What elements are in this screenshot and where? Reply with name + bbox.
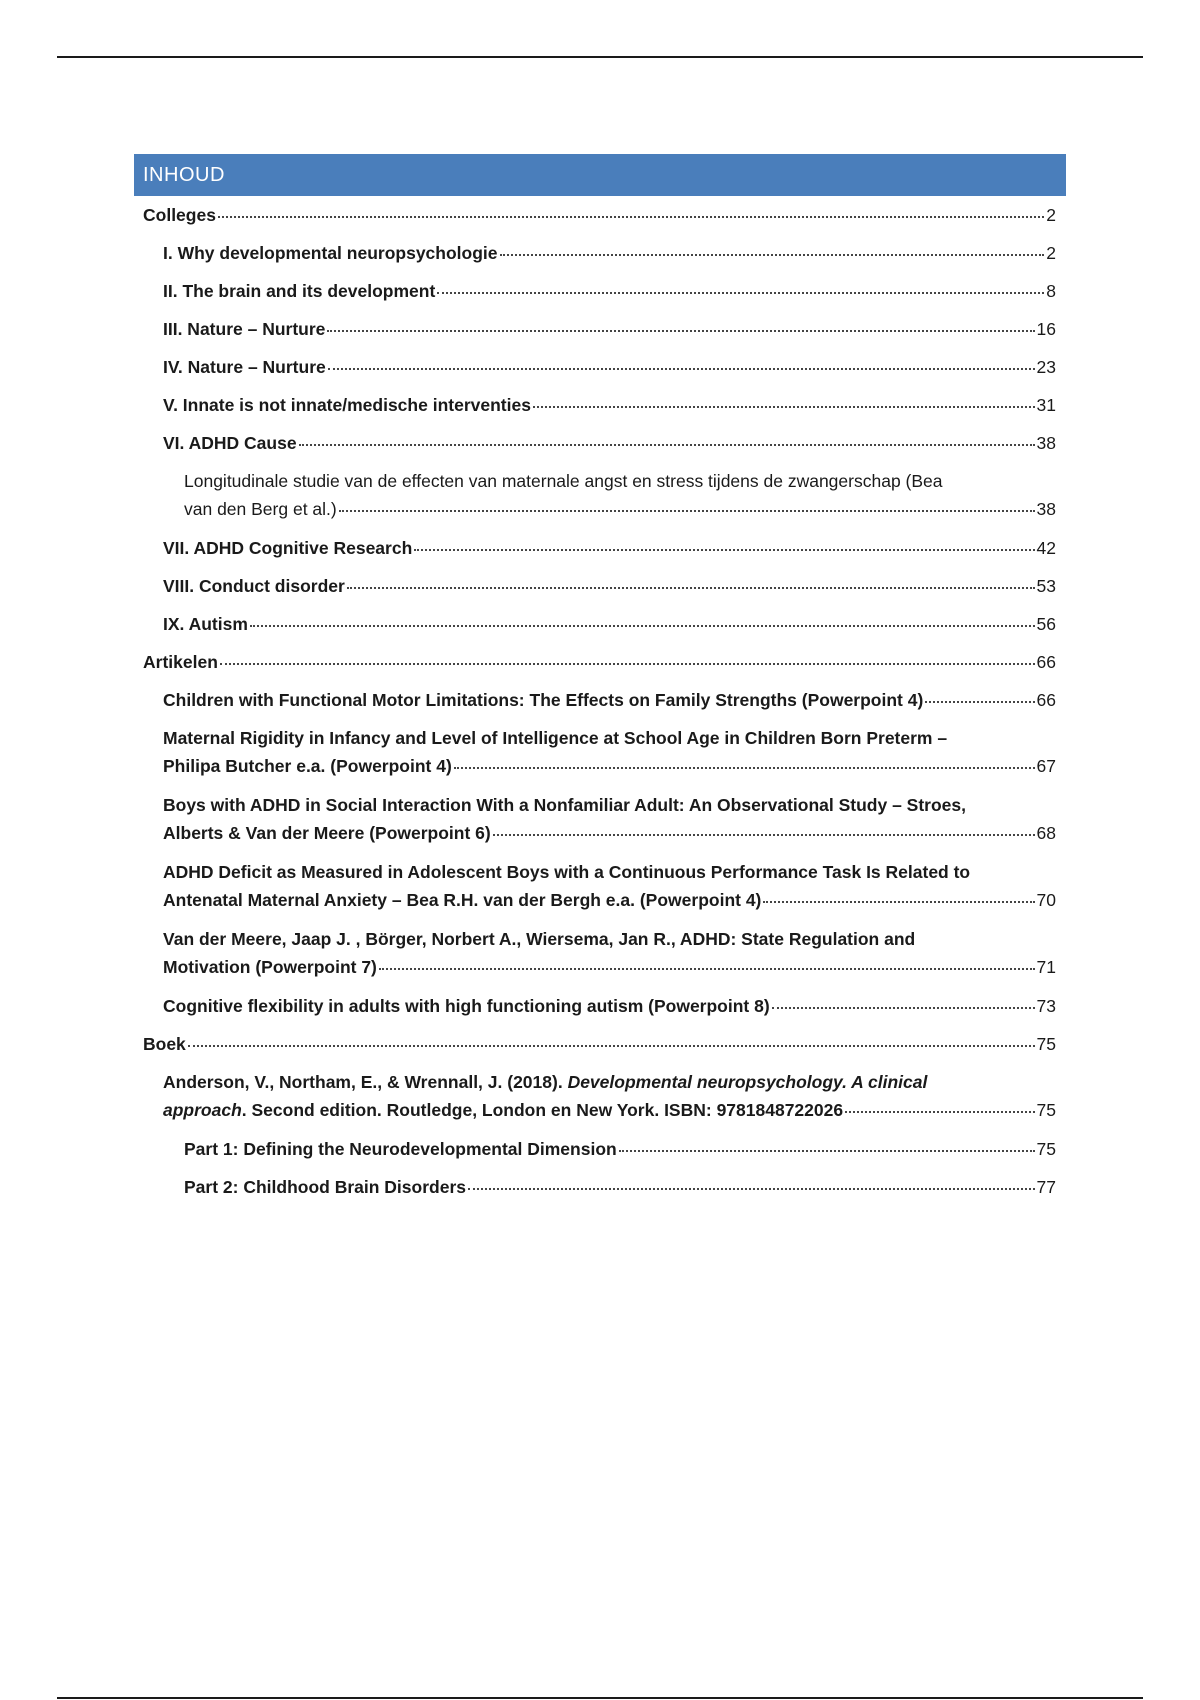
toc-entries — [134, 196, 1066, 1206]
dot-leader — [414, 548, 1034, 551]
dot-leader — [218, 215, 1044, 218]
toc-page-number: 75 — [1036, 1034, 1056, 1054]
toc-entry-line — [163, 886, 1056, 914]
toc-entry-line — [184, 1130, 1056, 1163]
toc-entry[interactable] — [134, 386, 1066, 424]
toc-entry-text: Colleges — [143, 205, 216, 225]
toc-page-number: 71 — [1036, 957, 1056, 977]
toc-entry-text: Longitudinale studie van de effecten van maternale angst en stress tijdens de zwangerschap (Bea — [184, 471, 943, 491]
toc-page-number: 38 — [1036, 433, 1056, 453]
toc-entry[interactable] — [134, 1025, 1066, 1063]
toc-entry-line — [163, 752, 1056, 780]
toc-entry-text: ADHD Deficit as Measured in Adolescent Boys with a Continuous Performance Task Is Related to — [163, 862, 971, 882]
toc-entry[interactable] — [134, 462, 1066, 529]
toc-page-number: 77 — [1036, 1177, 1056, 1197]
toc-entry[interactable] — [134, 719, 1066, 786]
toc-page-number: 2 — [1046, 243, 1056, 263]
toc-entry-line — [163, 234, 1056, 267]
toc-entry-text — [163, 1096, 843, 1124]
toc-entry[interactable] — [134, 605, 1066, 643]
toc-entry[interactable] — [134, 1063, 1066, 1130]
dot-leader — [454, 766, 1035, 769]
toc-entry[interactable] — [134, 643, 1066, 681]
toc-entry-text: Antenatal Maternal Anxiety – Bea R.H. van der Bergh e.a. (Powerpoint 4) — [163, 890, 762, 910]
toc-entry-text: IX. Autism — [163, 614, 248, 634]
toc-entry[interactable] — [134, 1130, 1066, 1168]
toc-entry-line — [163, 272, 1056, 305]
toc-entry-text: V. Innate is not innate/medische interventies — [163, 395, 531, 415]
table-of-contents — [134, 154, 1066, 1206]
toc-heading — [134, 154, 1066, 196]
toc-entry-text: Cognitive flexibility in adults with high functioning autism (Powerpoint 8) — [163, 996, 770, 1016]
toc-page-number: 70 — [1036, 890, 1056, 910]
toc-entry-text: Alberts & Van der Meere (Powerpoint 6) — [163, 823, 491, 843]
dot-leader — [327, 329, 1034, 332]
toc-entry-line — [163, 424, 1056, 457]
toc-entry-italic-title: Developmental neuropsychology. A clinical — [567, 1072, 928, 1092]
toc-entry-italic-title: approach — [163, 1100, 242, 1120]
toc-entry-line — [143, 643, 1056, 676]
toc-page-number: 68 — [1036, 823, 1056, 843]
toc-entry-text: Children with Functional Motor Limitations: The Effects on Family Strengths (Powerpoint 4) — [163, 690, 924, 710]
toc-entry[interactable] — [134, 681, 1066, 719]
dot-leader — [220, 662, 1035, 665]
toc-entry[interactable] — [134, 424, 1066, 462]
toc-page-number: 8 — [1046, 281, 1056, 301]
toc-entry-line — [163, 348, 1056, 381]
dot-leader — [339, 509, 1035, 512]
toc-entry[interactable] — [134, 272, 1066, 310]
toc-entry-text: VII. ADHD Cognitive Research — [163, 538, 413, 558]
toc-entry-text: I. Why developmental neuropsychologie — [163, 243, 498, 263]
toc-entry-text: Boek — [143, 1034, 186, 1054]
toc-entry[interactable] — [134, 920, 1066, 987]
dot-leader — [188, 1044, 1035, 1047]
toc-entry-text: Van der Meere, Jaap J. , Börger, Norbert A., Wiersema, Jan R., ADHD: State Regulation and — [163, 929, 916, 949]
toc-page-number: 38 — [1036, 499, 1056, 519]
toc-entry-text: VIII. Conduct disorder — [163, 576, 345, 596]
toc-entry[interactable] — [134, 348, 1066, 386]
toc-page-number: 2 — [1046, 205, 1056, 225]
toc-entry-line — [163, 987, 1056, 1020]
toc-entry-line — [163, 386, 1056, 419]
toc-page-number: 66 — [1036, 690, 1056, 710]
toc-entry[interactable] — [134, 987, 1066, 1025]
header-rule — [57, 56, 1143, 58]
toc-page-number: 56 — [1036, 614, 1056, 634]
dot-leader — [533, 405, 1035, 408]
toc-page-number: 23 — [1036, 357, 1056, 377]
toc-entry-line — [184, 495, 1056, 523]
toc-entry-text: . Second edition. Routledge, London en New York. ISBN: 9781848722026 — [241, 1100, 844, 1120]
dot-leader — [437, 291, 1044, 294]
toc-entry-line — [163, 681, 1056, 714]
toc-heading-text: INHOUD — [143, 164, 225, 186]
dot-leader — [845, 1110, 1034, 1113]
toc-entry-text: van den Berg et al.) — [184, 499, 337, 519]
toc-entry-line — [163, 310, 1056, 343]
toc-page-number: 75 — [1036, 1100, 1056, 1120]
dot-leader — [619, 1149, 1035, 1152]
toc-entry-line — [143, 196, 1056, 229]
toc-page-number: 67 — [1036, 756, 1056, 776]
footer-rule — [57, 1697, 1143, 1699]
toc-entry-line — [184, 1168, 1056, 1201]
dot-leader — [328, 367, 1035, 370]
toc-entry-text: Artikelen — [143, 652, 218, 672]
toc-entry-text: Part 2: Childhood Brain Disorders — [184, 1177, 466, 1197]
toc-entry[interactable] — [134, 786, 1066, 853]
toc-entry-line — [163, 529, 1056, 562]
toc-entry[interactable] — [134, 196, 1066, 234]
toc-entry[interactable] — [134, 234, 1066, 272]
toc-entry-text: Anderson, V., Northam, E., & Wrennall, J. (2018). — [163, 1072, 568, 1092]
toc-entry-line — [163, 1063, 1056, 1096]
dot-leader — [493, 833, 1035, 836]
toc-entry-text: Maternal Rigidity in Infancy and Level of Intelligence at School Age in Children Born Preterm – — [163, 728, 948, 748]
toc-entry-line — [163, 567, 1056, 600]
dot-leader — [500, 253, 1045, 256]
toc-entry-text: Motivation (Powerpoint 7) — [163, 957, 377, 977]
toc-page-number: 75 — [1036, 1139, 1056, 1159]
toc-entry-line — [163, 819, 1056, 847]
toc-entry-text: IV. Nature – Nurture — [163, 357, 326, 377]
toc-entry[interactable] — [134, 529, 1066, 567]
toc-entry-line — [163, 953, 1056, 981]
toc-page-number: 16 — [1036, 319, 1056, 339]
toc-entry-text: Boys with ADHD in Social Interaction With a Nonfamiliar Adult: An Observational Study – Stroes, — [163, 795, 967, 815]
dot-leader — [347, 586, 1035, 589]
toc-entry[interactable] — [134, 567, 1066, 605]
toc-entry[interactable] — [134, 853, 1066, 920]
toc-entry-text: III. Nature – Nurture — [163, 319, 326, 339]
dot-leader — [299, 443, 1035, 446]
dot-leader — [925, 700, 1034, 703]
toc-page-number: 53 — [1036, 576, 1056, 596]
toc-page-number: 66 — [1036, 652, 1056, 672]
dot-leader — [250, 624, 1035, 627]
toc-page-number: 31 — [1036, 395, 1056, 415]
dot-leader — [772, 1006, 1035, 1009]
dot-leader — [763, 900, 1034, 903]
toc-entry-line — [143, 1025, 1056, 1058]
toc-entry-line — [163, 1096, 1056, 1124]
dot-leader — [468, 1187, 1035, 1190]
toc-page-number: 73 — [1036, 996, 1056, 1016]
toc-entry-text: VI. ADHD Cause — [163, 433, 297, 453]
toc-entry[interactable] — [134, 310, 1066, 348]
toc-page-number: 42 — [1036, 538, 1056, 558]
dot-leader — [379, 967, 1035, 970]
toc-entry-line — [163, 605, 1056, 638]
toc-entry[interactable] — [134, 1168, 1066, 1206]
toc-entry-text: Part 1: Defining the Neurodevelopmental Dimension — [184, 1139, 617, 1159]
toc-entry-text: II. The brain and its development — [163, 281, 436, 301]
toc-entry-text: Philipa Butcher e.a. (Powerpoint 4) — [163, 756, 452, 776]
